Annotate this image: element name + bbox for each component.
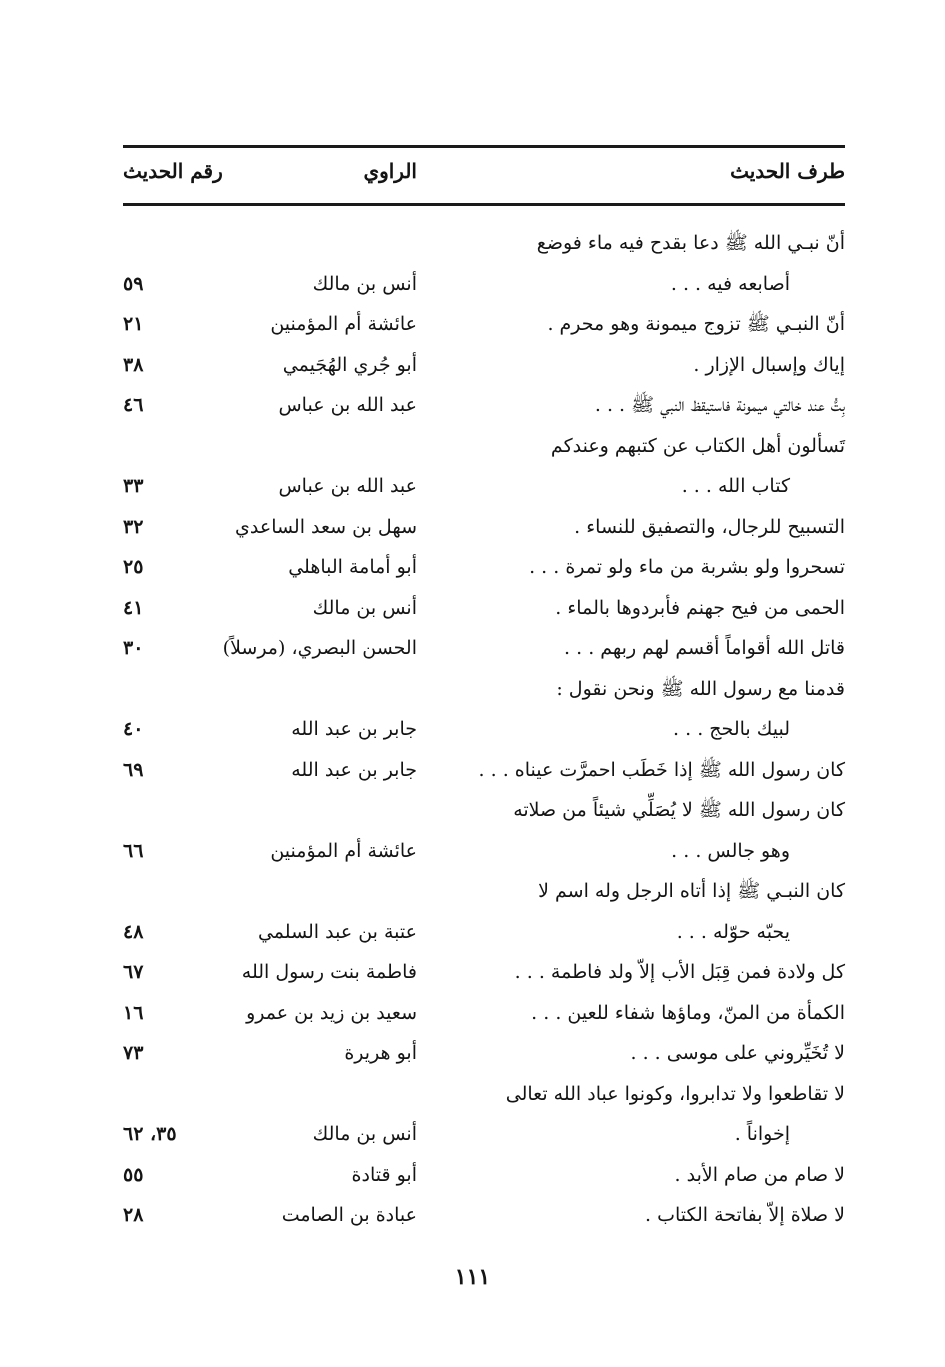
table-row bbox=[0, 628, 945, 669]
hadith-number: ٣٣ bbox=[123, 475, 144, 497]
hadith-text: لا تقاطعوا ولا تدابروا، وكونوا عباد الله تعالى bbox=[505, 1082, 845, 1105]
hadith-number: ٤٨ bbox=[123, 920, 144, 943]
hadith-number: ٤٠ bbox=[123, 718, 144, 740]
hadith-text: كتاب الله . . . bbox=[681, 475, 790, 497]
narrator-name: أبو جُري الهُجَيمي bbox=[282, 353, 417, 376]
hadith-text: أنّ النبـي ﷺ تزوج ميمونة وهو محرم . bbox=[547, 313, 845, 335]
table-row bbox=[0, 1114, 945, 1155]
column-header-hadith: طرف الحديث bbox=[730, 159, 845, 183]
hadith-number: ٣٠ bbox=[123, 637, 144, 659]
hadith-text: لا صلاة إلاّ بفاتحة الكتاب . bbox=[644, 1204, 845, 1226]
hadith-text: لا تُخَيِّروني على موسى . . . bbox=[630, 1042, 845, 1064]
table-row bbox=[0, 831, 945, 872]
table-row bbox=[0, 426, 945, 467]
narrator-name: جابر بن عبد الله bbox=[291, 718, 417, 740]
column-header-number: رقم الحديث bbox=[123, 159, 223, 183]
hadith-text: الكمأة من المنّ، وماؤها شفاء للعين . . . bbox=[531, 1001, 845, 1024]
hadith-text: تَسألون أهل الكتاب عن كتبهم وعندكم bbox=[550, 434, 845, 457]
hadith-text: أنّ نبـي الله ﷺ دعا بقدح فيه ماء فوضع bbox=[536, 232, 845, 254]
narrator-name: سعيد بن زيد بن عمرو bbox=[246, 1001, 417, 1024]
hadith-number: ٥٥ bbox=[123, 1163, 144, 1186]
table-row bbox=[0, 345, 945, 386]
narrator-name: عائشة أم المؤمنين bbox=[270, 839, 417, 862]
hadith-number: ٧٣ bbox=[123, 1042, 144, 1064]
table-row bbox=[0, 507, 945, 548]
table-row bbox=[0, 709, 945, 750]
table-top-rule bbox=[123, 145, 845, 148]
narrator-name: فاطمة بنت رسول الله bbox=[241, 961, 417, 983]
hadith-number: ٣٥، ٦٢ bbox=[123, 1123, 177, 1145]
hadith-text: لا صام من صام الأبد . bbox=[674, 1163, 845, 1186]
narrator-name: عائشة أم المؤمنين bbox=[270, 313, 417, 335]
narrator-name: أبو قتادة bbox=[351, 1163, 417, 1186]
narrator-name: أنس بن مالك bbox=[312, 1123, 417, 1145]
table-row bbox=[0, 952, 945, 993]
hadith-text: إياك وإسبال الإزار . bbox=[693, 353, 845, 376]
narrator-name: أنس بن مالك bbox=[312, 272, 417, 295]
hadith-text: قاتل الله أقواماً أقسم لهم ربهم . . . bbox=[564, 637, 845, 659]
narrator-name: جابر بن عبد الله bbox=[291, 758, 417, 781]
narrator-name: عبادة بن الصامت bbox=[281, 1204, 417, 1226]
table-row bbox=[0, 1155, 945, 1196]
narrator-name: عبد الله بن عباس bbox=[278, 475, 417, 497]
narrator-name: أبو هريرة bbox=[344, 1042, 417, 1064]
table-row bbox=[0, 1195, 945, 1236]
hadith-number: ٦٦ bbox=[123, 839, 144, 862]
hadith-text: كان رسول الله ﷺ لا يُصَلِّي شيئاً من صلاته bbox=[513, 799, 845, 821]
hadith-text: قدمنا مع رسول الله ﷺ ونحن نقول : bbox=[556, 677, 845, 700]
hadith-number: ٤١ bbox=[123, 596, 144, 619]
hadith-number: ٢٨ bbox=[123, 1204, 144, 1226]
hadith-text: كان رسول الله ﷺ إذا خَطَب احمرَّت عيناه . . . bbox=[478, 758, 845, 781]
hadith-number: ٢٥ bbox=[123, 556, 144, 578]
table-row bbox=[0, 264, 945, 305]
table-row bbox=[0, 547, 945, 588]
hadith-text: تسحروا ولو بشربة من ماء ولو تمرة . . . bbox=[529, 556, 845, 578]
table-row bbox=[0, 1033, 945, 1074]
table-row bbox=[0, 993, 945, 1034]
table-row bbox=[0, 588, 945, 629]
table-row bbox=[0, 912, 945, 953]
narrator-name: عتبة بن عبد السلمي bbox=[257, 920, 417, 943]
narrator-name: أبو أمامة الباهلي bbox=[288, 556, 417, 578]
hadith-number: ٤٦ bbox=[123, 394, 144, 416]
hadith-number: ٦٧ bbox=[123, 961, 144, 983]
hadith-number: ٦٩ bbox=[123, 758, 144, 781]
hadith-text: الحمى من فيح جهنم فأبردوها بالماء . bbox=[555, 596, 845, 619]
table-row bbox=[0, 304, 945, 345]
hadith-text: يحبّه حوّله . . . bbox=[676, 920, 790, 943]
table-row bbox=[0, 750, 945, 791]
narrator-name: سهل بن سعد الساعدي bbox=[235, 515, 417, 538]
hadith-index-table bbox=[0, 223, 945, 1236]
table-row bbox=[0, 466, 945, 507]
hadith-text: لبيك بالحج . . . bbox=[673, 718, 790, 740]
table-row bbox=[0, 1074, 945, 1115]
table-row bbox=[0, 871, 945, 912]
narrator-name: عبد الله بن عباس bbox=[278, 394, 417, 416]
table-row bbox=[0, 790, 945, 831]
hadith-text: التسبيح للرجال، والتصفيق للنساء . bbox=[574, 515, 845, 538]
hadith-text: أصابعه فيه . . . bbox=[670, 272, 790, 295]
table-header-rule bbox=[123, 203, 845, 206]
hadith-text: إخواناً . bbox=[734, 1123, 790, 1145]
table-row bbox=[0, 669, 945, 710]
table-row bbox=[0, 223, 945, 264]
hadith-number: ٥٩ bbox=[123, 272, 144, 295]
hadith-text: وهو جالس . . . bbox=[671, 839, 790, 862]
hadith-number: ٣٨ bbox=[123, 353, 144, 376]
hadith-text: كان النبـي ﷺ إذا أتاه الرجل وله اسم لا bbox=[538, 880, 845, 902]
hadith-number: ١٦ bbox=[123, 1001, 144, 1024]
column-header-narrator: الراوي bbox=[363, 159, 417, 183]
hadith-text: بِتُّ عند خالتي ميمونة فاستيقظ النبي ﷺ . . . bbox=[594, 394, 845, 416]
narrator-name: أنس بن مالك bbox=[312, 596, 417, 619]
table-row bbox=[0, 385, 945, 426]
narrator-name: الحسن البصري، (مرسلاً) bbox=[222, 637, 417, 659]
hadith-number: ٢١ bbox=[123, 313, 144, 335]
hadith-text: كل ولادة فمن قِبَل الأب إلاّ ولد فاطمة . . . bbox=[514, 961, 845, 983]
hadith-number: ٣٢ bbox=[123, 515, 144, 538]
page-number: ١١١ bbox=[454, 1264, 491, 1290]
